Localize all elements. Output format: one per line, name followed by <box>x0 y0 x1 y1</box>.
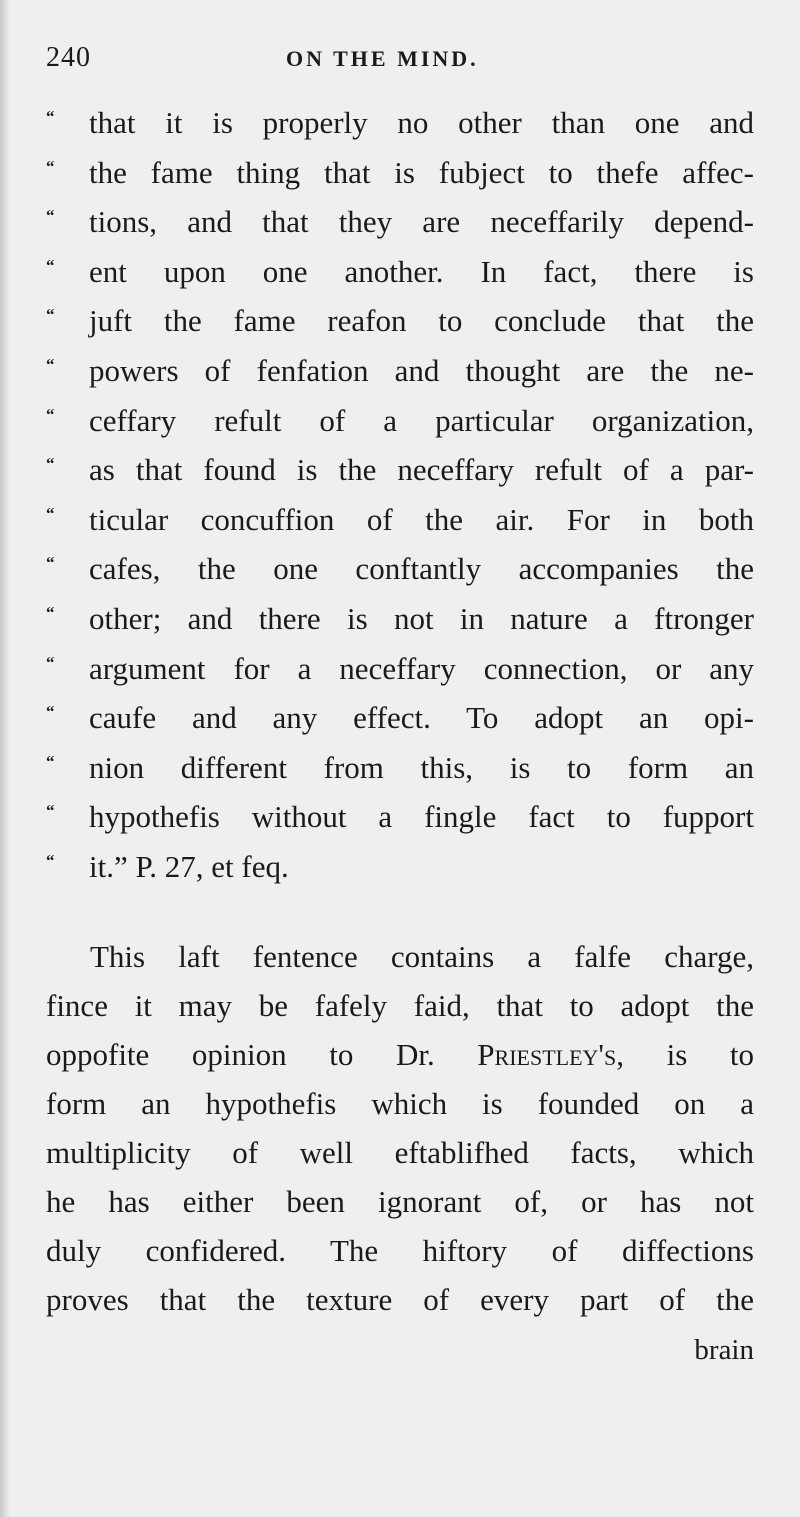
author-name-smallcaps: Priestley's <box>477 1037 617 1072</box>
quote-line <box>46 792 754 842</box>
page-number: 240 <box>46 42 91 73</box>
quote-mark: “ <box>46 404 55 424</box>
quote-mark: “ <box>46 503 55 523</box>
quote-line-text: the fame thing that is fubject to thefe affec- <box>89 154 754 190</box>
quote-line-text: caufe and any effect. To adopt an opi- <box>89 700 754 736</box>
quote-mark: “ <box>46 702 55 722</box>
quote-line-text: juft the fame reafon to conclude that the <box>89 303 754 339</box>
body-paragraph <box>46 932 754 1324</box>
quote-line <box>46 445 754 495</box>
quote-line <box>46 693 754 743</box>
quote-line-text: ceffary refult of a particular organization, <box>89 402 754 438</box>
quote-line-text: it.” P. 27, et feq. <box>89 848 289 884</box>
quote-mark: “ <box>46 305 55 325</box>
paragraph-line: multiplicity of well eftablifhed facts, which <box>46 1135 754 1170</box>
running-head <box>46 38 756 82</box>
quote-line-text: cafes, the one conftantly accompanies the <box>89 551 754 587</box>
quote-line <box>46 296 754 346</box>
quote-line <box>46 396 754 446</box>
quote-mark: “ <box>46 850 55 870</box>
quote-line <box>46 98 754 148</box>
paragraph-line: form an hypothefis which is founded on a <box>46 1086 754 1121</box>
quote-line-text: that it is properly no other than one and <box>89 105 754 140</box>
quote-line-text: ticular concuffion of the air. For in both <box>89 501 754 537</box>
quote-line <box>46 346 754 396</box>
quote-line-text: as that found is the neceffary refult of a par- <box>89 452 754 488</box>
quote-mark: “ <box>46 255 55 275</box>
quote-line <box>46 842 754 892</box>
quote-line <box>46 247 754 297</box>
paragraph-line: This laft fentence contains a falfe charge, <box>90 939 754 974</box>
paragraph-line-text: oppofite opinion to Dr. <box>46 1037 478 1072</box>
paragraph-line: proves that the texture of every part of the <box>46 1282 754 1317</box>
quote-mark: “ <box>46 454 55 474</box>
quoted-passage <box>46 98 754 892</box>
quote-line <box>46 743 754 793</box>
quote-mark: “ <box>46 553 55 573</box>
quote-mark: “ <box>46 801 55 821</box>
paragraph-line: duly confidered. The hiftory of diffections <box>46 1233 754 1268</box>
quote-mark: “ <box>46 602 55 622</box>
quote-line <box>46 495 754 545</box>
running-title: ON THE MIND. <box>286 46 479 71</box>
quote-line-text: tions, and that they are neceffarily depend- <box>89 204 754 240</box>
quote-line-text: argument for a neceffary connection, or any <box>89 650 754 686</box>
quote-line-text: nion different from this, is to form an <box>89 749 754 785</box>
quote-line <box>46 544 754 594</box>
quote-line <box>46 148 754 198</box>
quote-mark: “ <box>46 652 55 672</box>
catchword: brain <box>694 1334 754 1366</box>
quote-line-text: ent upon one another. In fact, there is <box>89 253 754 289</box>
quote-mark: “ <box>46 156 55 176</box>
quote-line-text: hypothefis without a fingle fact to fupport <box>89 799 754 835</box>
quote-mark: “ <box>46 206 55 226</box>
quote-line <box>46 594 754 644</box>
quote-mark: “ <box>46 107 55 126</box>
quote-line-text: powers of fenfation and thought are the ne- <box>89 352 754 388</box>
paragraph-line: he has either been ignorant of, or has not <box>46 1184 754 1219</box>
quote-line-text: other; and there is not in nature a ftronger <box>89 600 754 636</box>
quote-line <box>46 197 754 247</box>
quote-line <box>46 644 754 694</box>
paragraph-line: fince it may be fafely faid, that to adopt the <box>46 988 754 1023</box>
paragraph-line <box>46 1030 754 1079</box>
quote-mark: “ <box>46 751 55 771</box>
quote-mark: “ <box>46 354 55 374</box>
paragraph-line-text: , is to <box>616 1037 754 1072</box>
